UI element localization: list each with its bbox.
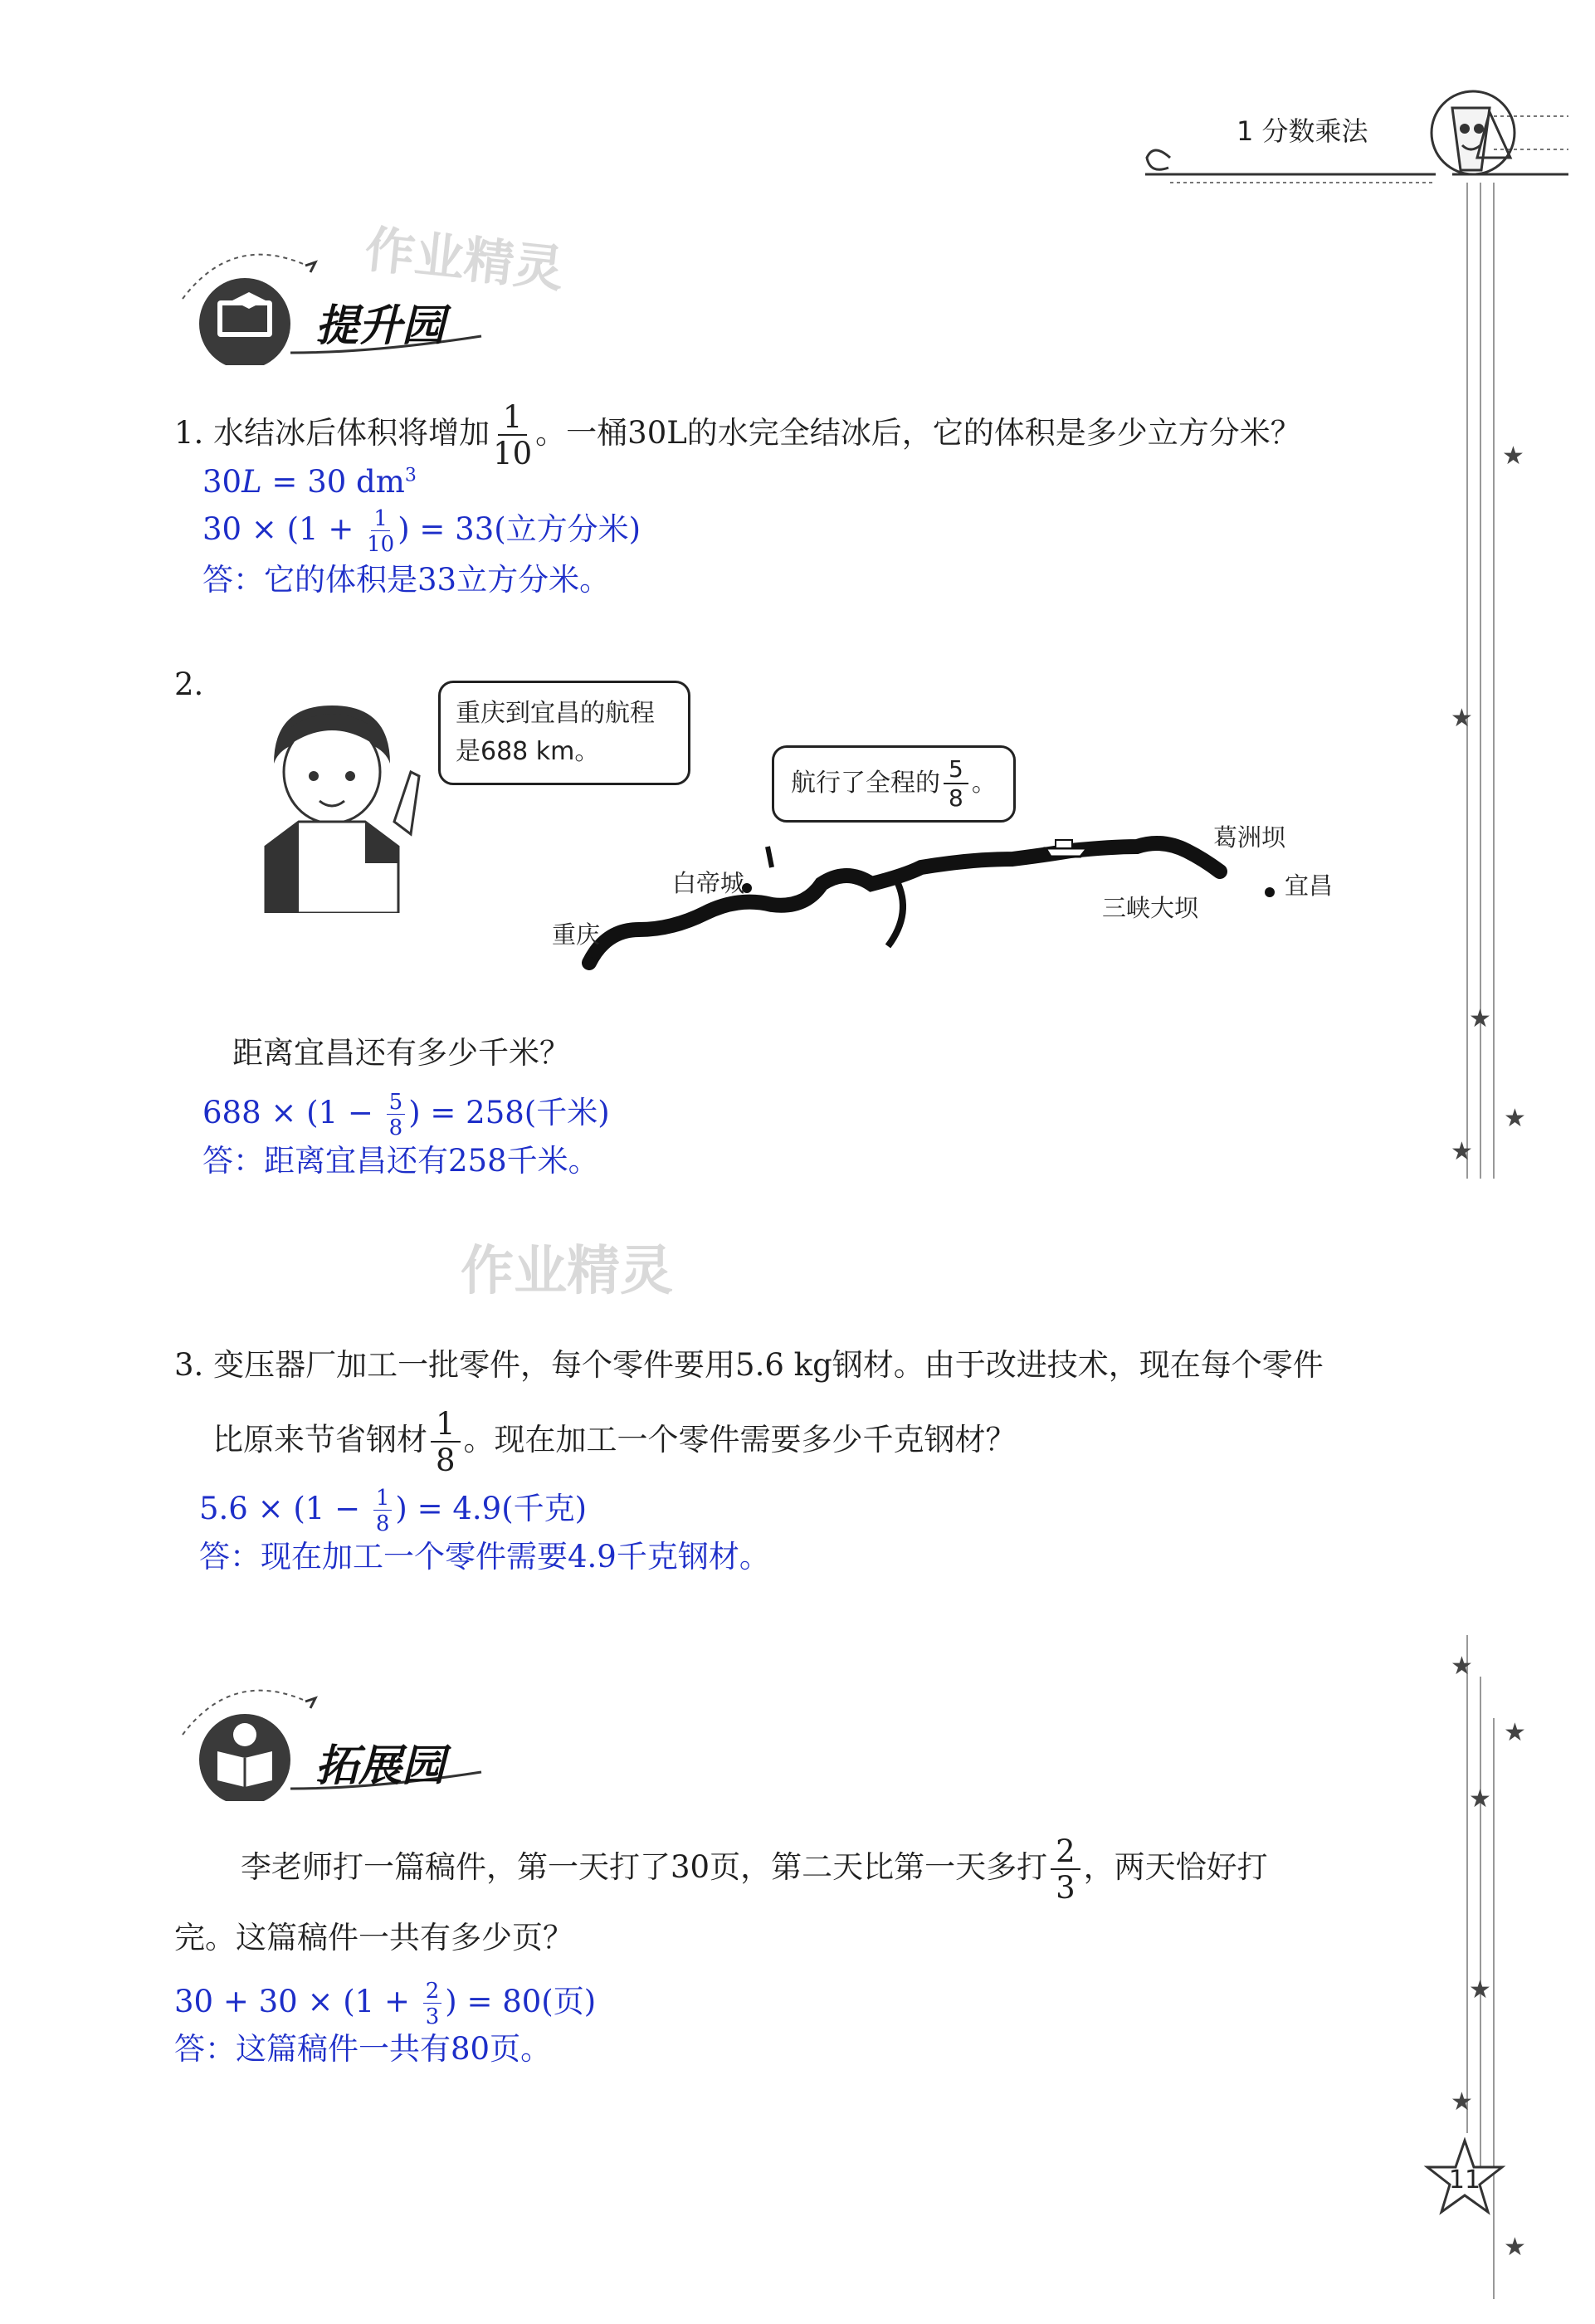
q1-answer-line3: 答：它的体积是33立方分米。 [202, 562, 611, 598]
fraction: $\frac{1}{8}$ [373, 1487, 393, 1535]
q3-line1: 3. 变压器厂加工一批零件，每个零件要用5.6 kg钢材。由于改进技术，现在每个零件 [174, 1347, 1324, 1383]
star-icon: ★ [1504, 2233, 1526, 2262]
right-margin-decoration [1444, 183, 1544, 2307]
q2-answer-line1: 688 × (1 − $\frac{5}{8}$ ) = 258(千米) [202, 1090, 610, 1140]
page-number-badge [1423, 2137, 1506, 2220]
place-label-chongqing: 重庆 [552, 920, 601, 949]
pencil-mascot-icon [1419, 75, 1527, 183]
place-label-sanxia: 三峡大坝 [1102, 894, 1199, 922]
star-icon: ★ [1451, 1137, 1473, 1166]
star-icon: ★ [1451, 704, 1473, 733]
star-icon: ★ [1469, 1784, 1491, 1814]
speech-bubble-progress: 航行了全程的 $\frac{5}{8}$ 。 [772, 745, 1016, 823]
fraction: $\frac{1}{10}$ [367, 506, 395, 557]
q2-question: 距离宜昌还有多少千米？ [232, 1035, 570, 1071]
q2-answer-line2: 答：距离宜昌还有258千米。 [202, 1143, 599, 1179]
q3-line2: 比原来节省钢材 $\frac{1}{8}$ 。现在加工一个零件需要多少千克钢材？ [212, 1406, 1017, 1478]
star-icon: ★ [1469, 1975, 1491, 2004]
star-icon: ★ [1451, 2087, 1473, 2116]
place-label-yichang: 宜昌 [1285, 872, 1334, 900]
star-icon: ★ [1504, 1718, 1526, 1747]
ext-line1: 李老师打一篇稿件，第一天打了30页，第二天比第一天多打 $\frac{2}{3}$ ，两天恰好打 [241, 1833, 1268, 1906]
boy-illustration [241, 697, 432, 913]
watermark: 作业精灵 [461, 1241, 673, 1302]
fraction: $\frac{2}{3}$ [1051, 1836, 1080, 1903]
place-label-gezhou: 葛洲坝 [1213, 823, 1286, 852]
star-icon: ★ [1451, 1652, 1473, 1681]
q1-answer-line2: 30 × (1 + $\frac{1}{10}$ ) = 33(立方分米) [202, 506, 641, 557]
star-icon: ★ [1502, 442, 1524, 471]
star-icon: ★ [1504, 1104, 1526, 1133]
q3-answer-line1: 5.6 × (1 − $\frac{1}{8}$ ) = 4.9(千克) [199, 1486, 588, 1536]
fraction: $\frac{1}{10}$ [493, 399, 533, 471]
fraction: $\frac{5}{8}$ [944, 758, 968, 810]
section-title: 提升园 [315, 300, 446, 351]
q1-answer-line1: 30L = 30 $dm^3$ [202, 464, 417, 500]
speech-bubble-route: 重庆到宜昌的航程是688 km。 [438, 681, 690, 785]
ext-line2: 完。这篇稿件一共有多少页？ [174, 1920, 573, 1955]
fraction: $\frac{2}{3}$ [423, 1980, 442, 2028]
fraction: $\frac{1}{8}$ [431, 1409, 461, 1476]
section-heading-tuozhan [166, 1668, 498, 1801]
section-heading-tisheng [166, 232, 498, 365]
watermark: 作业精灵 [362, 220, 567, 300]
q3-answer-line2: 答：现在加工一个零件需要4.9千克钢材。 [199, 1539, 770, 1575]
ext-answer-line2: 答：这篇稿件一共有80页。 [174, 2031, 552, 2067]
header [1137, 100, 1568, 191]
section-title: 拓展园 [315, 1741, 446, 1791]
place-label-baidi: 白帝城 [672, 869, 745, 897]
chapter-label: 1 分数乘法 [1236, 115, 1368, 147]
fraction: $\frac{5}{8}$ [387, 1091, 406, 1139]
ext-answer-line1: 30 + 30 × (1 + $\frac{2}{3}$ ) = 80(页) [174, 1979, 597, 2029]
page-number: 11 [1448, 2165, 1481, 2195]
q1-text: 1. 水结冰后体积将增加 $\frac{1}{10}$ 。一桶30L的水完全结冰后，它的体积是多少立方分米？ [174, 399, 1301, 471]
star-icon: ★ [1469, 1004, 1491, 1033]
q2-number: 2. [174, 666, 204, 702]
